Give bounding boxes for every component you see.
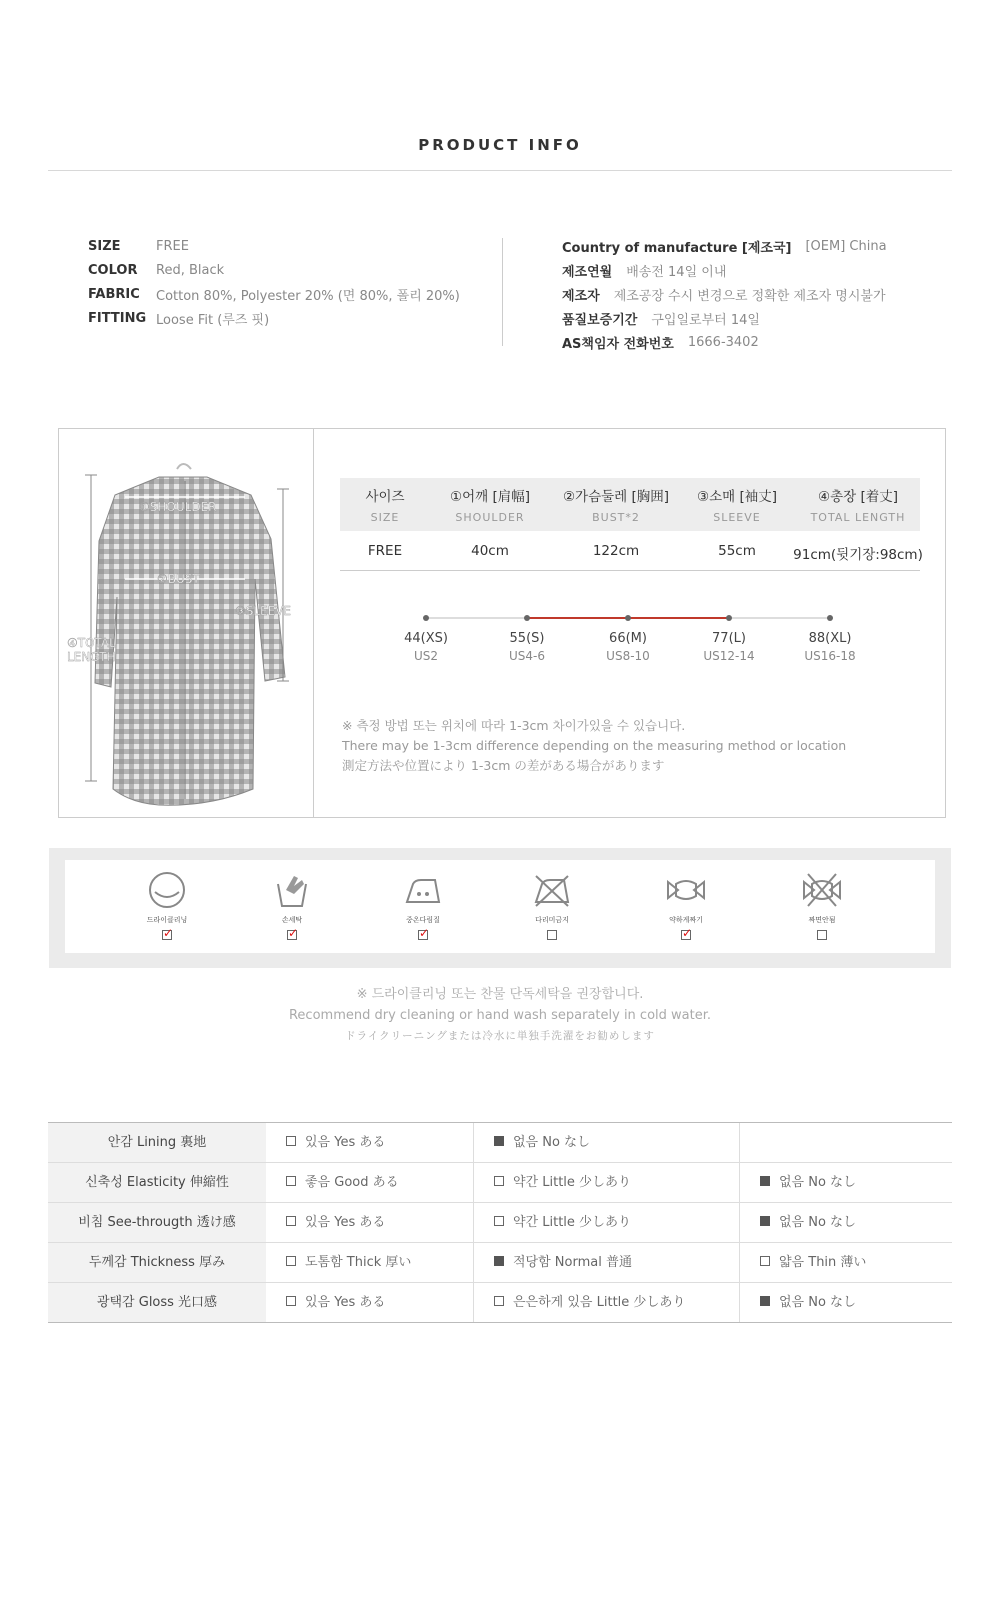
- option-label: 도톰함 Thick 厚い: [305, 1255, 412, 1270]
- note-jp: 測定方法や位置により 1-3cm の差がある場合があります: [342, 758, 665, 773]
- total-length-label-2: LENGTH: [67, 650, 116, 664]
- size-table: [340, 478, 923, 571]
- header-korean: 사이즈: [365, 489, 405, 505]
- title-divider: [48, 170, 952, 171]
- scale-us-label: US2: [413, 649, 439, 663]
- info-value: [OEM] China: [805, 238, 887, 254]
- care-item-iron: [383, 870, 463, 944]
- note-en: There may be 1-3cm difference depending on the measuring method or location: [342, 738, 847, 753]
- option-checkbox: [286, 1136, 296, 1146]
- option-label: 없음 No なし: [779, 1175, 857, 1190]
- scale-dot: [524, 615, 530, 621]
- option-label: 얇음 Thin 薄い: [779, 1255, 867, 1270]
- option-label: 있음 Yes ある: [305, 1215, 386, 1230]
- care-label: 다리미금지: [535, 916, 569, 924]
- material-label: 광택감 Gloss 光口感: [48, 1283, 266, 1322]
- info-value: Loose Fit (루즈 핏): [156, 312, 270, 328]
- material-option: [474, 1123, 740, 1162]
- care-label: 드라이클리닝: [146, 916, 188, 924]
- material-option: [266, 1163, 474, 1202]
- header-korean: ①어깨 [肩幅]: [449, 489, 530, 505]
- care-item-hand-wash: [252, 870, 332, 944]
- option-label: 있음 Yes ある: [305, 1295, 386, 1310]
- option-label: 약간 Little 少しあり: [513, 1175, 632, 1190]
- option-checkbox: [286, 1176, 296, 1186]
- material-option: [474, 1243, 740, 1282]
- material-label: 신축성 Elasticity 伸縮性: [48, 1163, 266, 1202]
- hand-wash-icon: [272, 870, 312, 910]
- header-english: SHOULDER: [455, 511, 525, 524]
- care-item-gentle-wring: [646, 870, 726, 944]
- info-value: Cotton 80%, Polyester 20% (면 80%, 폴리 20%): [156, 288, 460, 304]
- table-row: [48, 1203, 952, 1243]
- care-checkbox: [547, 930, 557, 940]
- care-label: 짜면안됨: [808, 916, 836, 924]
- material-option: [740, 1243, 952, 1282]
- wash-notes: [0, 984, 1000, 1047]
- scale-dot: [625, 615, 631, 621]
- info-value: 제조공장 수시 변경으로 정확한 제조자 명시불가: [613, 288, 886, 304]
- info-value: Red, Black: [156, 262, 225, 278]
- size-scale: [340, 610, 920, 670]
- care-checkbox: [418, 930, 428, 940]
- care-checkbox: [162, 930, 172, 940]
- table-row: [48, 1163, 952, 1203]
- bust-label: ②BUST: [157, 572, 200, 586]
- info-value: FREE: [156, 238, 189, 254]
- care-label: 손세탁: [281, 916, 303, 924]
- option-label: 없음 No なし: [779, 1295, 857, 1310]
- info-row-fitting: [88, 306, 460, 330]
- option-label: 있음 Yes ある: [305, 1135, 386, 1150]
- measure-notes: [342, 716, 846, 776]
- option-label: 없음 No なし: [513, 1135, 591, 1150]
- table-row: [48, 1243, 952, 1283]
- material-option: [266, 1243, 474, 1282]
- info-row-size: [88, 234, 460, 258]
- care-checkbox: [681, 930, 691, 940]
- info-row-warranty: [562, 306, 887, 330]
- header-english: SLEEVE: [713, 511, 761, 524]
- scale-size-label: 44(XS): [404, 631, 448, 646]
- option-checkbox-filled: [494, 1256, 504, 1266]
- scale-dot: [423, 615, 429, 621]
- shoulder-label: ①SHOULDER: [139, 500, 217, 514]
- option-checkbox: [286, 1256, 296, 1266]
- info-key: 제조연월: [562, 264, 613, 280]
- size-table-header: [340, 478, 920, 531]
- header-english: SIZE: [370, 511, 400, 524]
- option-checkbox-filled: [760, 1176, 770, 1186]
- scale-dot: [726, 615, 732, 621]
- info-key: AS책임자 전화번호: [562, 336, 674, 352]
- scale-us-label: US16-18: [804, 649, 856, 663]
- wash-note-jp: ドライクリーニングまたは冷水に単独手洗濯をお勧めします: [345, 1030, 655, 1042]
- info-row-fabric: [88, 282, 460, 306]
- gentle-wring-icon: [666, 870, 706, 910]
- info-key: FITTING: [88, 310, 147, 326]
- table-cell: FREE: [367, 543, 403, 559]
- no-iron-icon: [532, 870, 572, 910]
- material-option: [740, 1203, 952, 1242]
- info-key: 품질보증기간: [562, 312, 638, 328]
- care-item-no-iron: [512, 870, 592, 944]
- option-checkbox: [286, 1296, 296, 1306]
- care-item-no-wring: [782, 870, 862, 944]
- manufacture-info: [562, 234, 887, 354]
- care-label: 약하게짜기: [669, 916, 703, 924]
- option-checkbox-filled: [760, 1296, 770, 1306]
- care-checkbox: [287, 930, 297, 940]
- option-label: 은은하게 있음 Little 少しあり: [513, 1295, 686, 1310]
- table-row: [48, 1123, 952, 1163]
- info-key: COLOR: [88, 262, 138, 278]
- option-label: 좋음 Good ある: [305, 1175, 399, 1190]
- header-english: TOTAL LENGTH: [810, 511, 906, 524]
- material-label: 두께감 Thickness 厚み: [48, 1243, 266, 1282]
- care-checkbox: [817, 930, 827, 940]
- header-korean: ④총장 [着丈]: [817, 489, 898, 505]
- material-option-empty: [740, 1123, 952, 1162]
- scale-us-label: US4-6: [509, 649, 545, 663]
- table-cell: 55cm: [718, 543, 756, 559]
- info-key: FABRIC: [88, 286, 140, 302]
- option-checkbox-filled: [760, 1216, 770, 1226]
- care-item-dry-clean: [127, 870, 207, 944]
- info-row-country: [562, 234, 887, 258]
- material-option: [266, 1123, 474, 1162]
- info-value: 1666-3402: [687, 334, 759, 350]
- header-korean: ②가슴둘레 [胸囲]: [562, 489, 670, 505]
- material-option: [474, 1283, 740, 1322]
- size-scale-line: [340, 610, 920, 670]
- info-row-maker: [562, 282, 887, 306]
- material-label: 비침 See-througth 透け感: [48, 1203, 266, 1242]
- scale-size-label: 77(L): [712, 631, 746, 646]
- page-title: PRODUCT INFO: [418, 136, 582, 154]
- note-ko: ※ 측정 방법 또는 위치에 따라 1-3cm 차이가있을 수 있습니다.: [342, 718, 686, 733]
- iron-medium-icon: [403, 870, 443, 910]
- material-label: 안감 Lining 裏地: [48, 1123, 266, 1162]
- info-row-color: [88, 258, 460, 282]
- wash-note-ko: ※ 드라이클리닝 또는 찬물 단독세탁을 권장합니다.: [356, 987, 644, 1002]
- material-option: [474, 1163, 740, 1202]
- header-english: BUST*2: [592, 511, 640, 524]
- total-length-label-1: ④TOTAL: [67, 636, 116, 650]
- info-key: Country of manufacture [제조국]: [562, 240, 792, 256]
- info-key: SIZE: [88, 238, 121, 254]
- material-option: [266, 1203, 474, 1242]
- option-checkbox: [494, 1176, 504, 1186]
- size-box-divider: [313, 429, 314, 817]
- scale-dot: [827, 615, 833, 621]
- info-row-as-phone: [562, 330, 887, 354]
- material-option: [474, 1203, 740, 1242]
- material-option: [266, 1283, 474, 1322]
- info-value: 배송전 14일 이내: [626, 264, 727, 280]
- scale-us-label: US12-14: [703, 649, 755, 663]
- material-option: [740, 1283, 952, 1322]
- material-option: [740, 1163, 952, 1202]
- care-label: 중온다림질: [406, 916, 440, 924]
- option-checkbox: [494, 1296, 504, 1306]
- no-wring-icon: [802, 870, 842, 910]
- table-row: [48, 1283, 952, 1323]
- dry-clean-icon: [147, 870, 187, 910]
- shirt-measure-diagram: [59, 429, 313, 817]
- material-table: [48, 1122, 952, 1323]
- option-checkbox: [286, 1216, 296, 1226]
- scale-size-label: 55(S): [509, 631, 545, 646]
- info-value: 구입일로부터 14일: [651, 312, 760, 328]
- header-korean: ③소매 [袖丈]: [696, 489, 777, 505]
- option-checkbox-filled: [494, 1136, 504, 1146]
- info-key: 제조자: [562, 288, 600, 304]
- table-cell: 91cm(뒷기장:98cm): [793, 547, 923, 563]
- wash-note-en: Recommend dry cleaning or hand wash separately in cold water.: [288, 1008, 711, 1023]
- option-label: 적당함 Normal 普通: [513, 1255, 632, 1270]
- basic-info: [88, 234, 460, 330]
- table-cell: 122cm: [592, 543, 640, 559]
- table-cell: 40cm: [471, 543, 509, 559]
- scale-size-label: 66(M): [609, 631, 647, 646]
- scale-size-label: 88(XL): [808, 631, 852, 646]
- info-row-date: [562, 258, 887, 282]
- info-divider: [502, 238, 503, 346]
- option-checkbox: [494, 1216, 504, 1226]
- garment-illustration: [59, 429, 313, 817]
- option-checkbox: [760, 1256, 770, 1266]
- scale-us-label: US8-10: [606, 649, 650, 663]
- sleeve-label: ③SLEEVE: [235, 604, 292, 618]
- option-label: 없음 No なし: [779, 1215, 857, 1230]
- option-label: 약간 Little 少しあり: [513, 1215, 632, 1230]
- table-row: [340, 531, 923, 571]
